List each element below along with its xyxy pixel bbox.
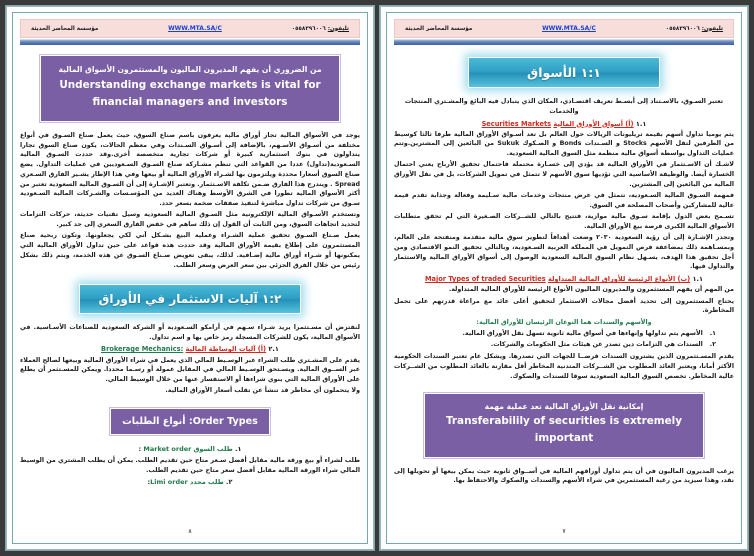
left-paragraph: يقدم المسـتثمرون الذين يشترون السندات قرضــا للجهات التي تصدرها. ويشكل عام تعتبر السندات الحكومية الأكثر أمانا، ويعتبر العائد المطلوب من الشــركات المتدنية المخاطر أقل مقارنة بالعائد المطلوب من الشــركات عالية المخاطر. تخصص السوق المالية السعودية سوقا للسندات والصكوك. [394, 353, 734, 380]
right-paragraph: وتستخدم الأسـواق المالية الإلكترونية مثل السـوق المالية السعودية وسيل تقنيات حديثة، حركات التزامات لتحديد اتجاهات السوق، ومن الثابت أن القول إن ذلك ساهم في خفض الفارق السعري إلى حد كبير. [20, 211, 360, 229]
order-item-english: Limi order [150, 478, 188, 487]
left-section-b-english: Major Types of traded Securities [424, 275, 546, 284]
left-footer-paragraph: يرغب المديرون الماليون في أن يتم تداول أوراقهم المالية في أســواق ثانوية حيث يمكن بيعها أو تحويلها إلى نقد، وهذا سيزيد من رغبة المستثمرين في شراء الأسهم والسندات والصكوك والاحتفاظ بها. [394, 467, 734, 485]
right-section-a-arabic: (أ) آليات الوساطة المالية [185, 345, 267, 354]
order-item-heading: ٢. طلب محدد Limi order: [147, 478, 233, 487]
right-paragraph: يعمل صـناع السـوق تحقيق عملية الشـراء وعملية البيع بشـكل آني لكي يجعلونها. وتكون ربحية صناع المستثمرون على إطلاع بقيمة الأوراق المالية وقد حددت هذه قواعد على حين تداول الأوراق المالية التي يمكنونها أو شـراء أوراق مالية إضـافية. لذلك، يبقى تعويض صـناع السـوق عن هذه الخدمة، وبتم ذلك بشكل رئيس من خلال الفرق الجزئي بين سعر العرض وسعر الطلب. [20, 232, 360, 269]
header-phone [666, 26, 723, 32]
page-number-left: ٧ [562, 528, 566, 535]
left-callout-wrap [394, 393, 734, 458]
right-section-a-number: ٢.١ [268, 345, 279, 354]
order-item-number: ٢. [225, 478, 233, 487]
left-paragraph: يتم يوميا تداول أسهم بقيمة تريليونات الريالات حول العالم بل تعد أسـواق الأوراق المالية طرفا ثالثا كوسيط من الطرفين لتقل الأسهم Stocks و السـندات Bonds و الصـكوك Sukuk من البائعين إلى المشترين.وتتم عمليات التداول بواسطة أسواق مالية منظمة مثل السوق المالية السعودية. [394, 130, 734, 158]
header-divider-bar [20, 39, 360, 45]
header-phone-number: ٠٥٥٨٣٩٦٠٠٦ [291, 25, 326, 32]
order-types-box: أنواع الطلبات :Order Types [110, 408, 270, 436]
order-item-number: ١. [234, 445, 242, 454]
right-body [20, 131, 360, 272]
page-content-right [12, 12, 368, 544]
order-item-english: Market order [143, 445, 192, 454]
right-section-a-english: Brokerage Mechanics: [101, 345, 184, 354]
header-organization: مؤسسة المحاضر الحديثة [405, 25, 473, 32]
header-divider-bar [394, 39, 734, 45]
order-types-wrap [20, 408, 360, 436]
left-numbered-list [412, 329, 716, 350]
right-callout-head-box [40, 55, 340, 122]
left-section-title-box: ١:١ الأسواق [468, 57, 660, 88]
right-paragraph: لنفترض أن مسـتثمرا يريد شـراء سـهم في أرامكو السـعودية أو الشركة السعودية للصناعات الأسـاسية. في الأسواق المالية، يكون للشركات المسجلة رمز خاص بها و اسم تداول. [20, 323, 360, 341]
order-item-arabic: طلب السوق [193, 445, 233, 454]
right-paragraph: يقدم على المشـتري طلب الشراء عبر الوسـيط المالي الذي يعمل في شراء الأوراق المالية وبيعها لصالح العملاء عبر الســوق المالية. ويسـتحق الوسـيط المالي في المقابل عمولة أو رسـما محددا. ويمكن للمسـتثمر أن يطلع على الأوراق المالية التي ينوي شراءها أو الاستفسار عنها من خلال الوسيط المالي. [20, 356, 360, 384]
document-page-left [380, 6, 748, 550]
list-item [412, 329, 716, 339]
left-callout-arabic: إمكانية نقل الأوراق المالية تعد عملية مهمة [484, 401, 644, 411]
page-header-right [20, 19, 360, 38]
left-section-a-heading [394, 119, 734, 129]
left-section-b-arabic: (ب) الأنواع الرئيسة للأوراق المالية المتداولة [547, 275, 691, 284]
left-section-b-number: ١.١ [692, 275, 704, 284]
right-paragraph: يوجد في الأسواق المالية تجار أوراق مالية يعرفون باسم صناع السوق، حيث يعمل صناع السـوق في أنواع مختلفة من أسـواق الأسـهم، بالإضافة إلى أسـواق السـندات وفي معظم الحالات، يكون صناع السوق تجارا يتداولون في بنوك استثمارية كبيرة أو شركات تجارية متخصصة أخرى.وقد حددت السـوق المالية السـعودية(تداول) عددا من القواعد التي تنظم مشـاركة صناع السـوق السـعوديين في عمليات التداول. يضع صناع السوق أسعارا محددة ويلتزمون بها لشـراء الأوراق المالية أو بيعها وفي هذا الإطار يشـير الفارق السـعري Spread . ويندرج هذا الفارق ضـمن تكلفة الاسـتثمار. وتعتبر الإشـارة إلى أن السـوق المالية السعودية تعتبر من أكثر الأسواق المالية تطورا في الشرق الأوسط وهناك العديد من المؤسـسات والشـركات المالية السـعودية سـوق من شركات تداول مباشرة لتنفيذ صفقات ضخمة بسعر حدد. [20, 131, 360, 208]
right-section-a-heading [20, 344, 360, 354]
left-paragraph: من المهم أن يفهم المستثمرون والمديرون الماليون الأنواع الرئيسة للأوراق المالية المتداولة. [448, 286, 734, 294]
header-phone-number: ٠٥٥٨٣٩٦٠٠٦ [665, 25, 700, 32]
right-orders [20, 444, 360, 489]
page-number-right: ٨ [188, 528, 192, 535]
left-intro-paragraph: تعتبر السـوق، بالاسـتناد إلى أبسـط تعريف اقتصـادي، المكان الذي يتبادل فيه البائع والمشـتري المنتجات والخدمات [404, 98, 724, 115]
document-page-right [6, 6, 374, 550]
list-item-text: السندات هي التزامات دين تصدر عن هيئات مثل الحكومات والشركات. [490, 341, 703, 348]
header-phone-label: تليفون: [701, 25, 723, 32]
right-callout-arabic: من الضروري أن يفهم المديرون الماليون والمستثمرون الأسواق المالية [58, 65, 322, 74]
left-body [394, 97, 734, 383]
list-item-number: ٢. [709, 341, 716, 348]
list-item [412, 340, 716, 350]
left-paragraph: لاشـك أن الاسـتثمار في الأوراق المالية قد يؤدي إلى خسـارة محتملة فاحتمال تحقيق الأرباح يعني احتمال الخسارة أيضا. والوظيفة الأساسية التي تؤديها سوق الأسهم لا تتمثل في تمويل الشركات، بل في نقل الأوراق المالية من البائعين إلى المشترين. [394, 161, 734, 188]
list-item-number: ١. [709, 329, 716, 337]
left-section-a-number: ١.١ [635, 119, 647, 128]
right-paragraph: ولا يتحملون أي مخاطر قد تنشأ عن تقلب أسعار الأوراق المالية. [165, 387, 360, 395]
right-callout-english-line1: Understanding exchange markets is vital for [59, 78, 321, 91]
order-item-description: طلب لشراء أو بيع ورقة مالية مقابل أفضل سـعر متاح حين تقديم الطلب. يمكن أن يطلب المشتري من الوسيط المالي شراء الورقة المالية مقابل أفضل سعر متاح حين تقديم الطلب. [20, 457, 360, 475]
header-website-link[interactable]: WWW.MTA.SA/C [168, 25, 222, 32]
header-website-link[interactable]: WWW.MTA.SA/C [542, 25, 596, 32]
right-callout-head-wrap [20, 55, 360, 122]
left-section-a-english: Securities Markets [481, 119, 552, 128]
right-title-wrap [20, 284, 360, 314]
order-item-heading: ١. طلب السوق Market order : [138, 445, 242, 454]
page-header-left [394, 19, 734, 38]
right-body-2 [20, 323, 360, 398]
header-phone [292, 26, 349, 32]
left-paragraph: تسـمح بعض الدول بإقامة سـوق مالية موازية، فتتيح بالتالي للشــركات الصـغيرة التي لم تحقق متطلبات الأسواق المالية الكبرى فرصة بيع الأوراق المالية. [394, 213, 734, 230]
header-phone-label: تليفون: [327, 25, 349, 32]
left-list-lead: والأسهم والسندات هما النوعان الرئيسان للأوراق المالية: [476, 318, 652, 326]
left-callout-box [424, 393, 704, 458]
list-item-text: الأسهم يتم تداولها وإنهاءها في أسواق مالية ثانوية تسهل نقل الأوراق المالية. [462, 329, 703, 337]
left-callout-english-line2: important [534, 432, 594, 445]
left-paragraph: يحتاج المستثمرون إلى تحديد أفضل مجالات الاستثمار لتحقيق أعلى عائد مع مراعاة قدرتهم على تحمل المخاطرة. [394, 297, 734, 315]
right-section-title-box: ١:٢ آليات الاستثمار في الأوراق [79, 284, 301, 314]
left-title-wrap [394, 57, 734, 88]
header-organization: مؤسسة المحاضر الحديثة [31, 25, 99, 32]
left-section-a-arabic: (أ) أسواق الأوراق المالية [553, 119, 634, 128]
left-paragraph: وتجدر الإشـارة إلى أن رؤية السعودية ٢٠٣٠ وضعت أهدافاً لتطوير سوق مالية متقدمة ومنفتحة على العالم، وبمسـاهمة ذلك بمضاعفة فرص التمويل في المملكة العربية السـعودية، وبالتالي تحقيق النمو الاقتصادي ومن أجل تحقيق هذا الهدف، يسـهل نظام السوق المالية السعودية الوصول إلى أسواق الأوراق المالية والاستثمار والتداول فيها. [394, 234, 734, 271]
left-footer-body [394, 467, 734, 488]
page-content-left [386, 12, 742, 544]
right-callout-english-line2: financial managers and investors [92, 95, 288, 108]
left-callout-english-line1: Transferabilily of securities is extremely [445, 415, 683, 428]
left-paragraph: فمهمة السـوق المالية السـعودية، تتمثل في عرض منتجات وخدمات مالية سـليمة وفعالة وجذابة تقدم قيمة عالية للمشاركين وأصحاب المصلحة في السوق. [394, 192, 734, 209]
order-item-arabic: طلب محدد [190, 478, 224, 487]
left-section-b-heading [394, 274, 734, 284]
